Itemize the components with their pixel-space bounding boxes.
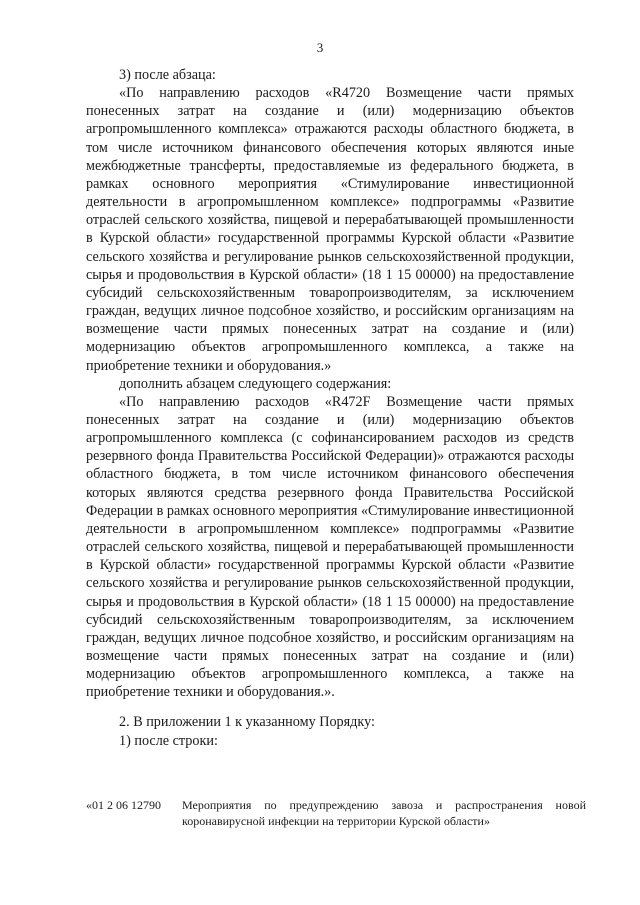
page-number: 3 xyxy=(316,40,324,55)
paragraph-r472f-quote: «По направлению расходов «R472F Возмещение части прямых понесенных затрат на создание и (или) модернизацию объектов агропромышленного комплекса (с софинансированием расходов из средств резервного фонда Правительства Российской Федерации)» отражаются расходы областного бюджета, в том числе источником финансового обеспечения которых являются средства резервного фонда Правительства Российской Федерации в рамках основного мероприятия «Стимулирование инвестиционной деятельности в агропромышленном комплексе» подпрограммы «Развитие отраслей сельского хозяйства, пищевой и перерабатывающей промышленности в Курской области» государственной программы Курской области «Развитие сельского хозяйства и регулирование рынков сельскохозяйственной продукции, сырья и продовольствия в Курской области» (18 1 15 00000) на предоставление субсидий сельскохозяйственным товаропроизводителям, за исключением граждан, ведущих личное подсобное хозяйство, и российским организациям на возмещение части прямых понесенных затрат на создание и (или) модернизацию объектов агропромышленного комплекса, а также на приобретение техники и оборудования.». xyxy=(86,393,574,701)
paragraph-gap xyxy=(86,701,574,713)
paragraph-appendix-1: 2. В приложении 1 к указанному Порядку: xyxy=(119,714,375,731)
table-row-description: Мероприятия по предупреждению завоза и распространения новой коронавирусной инфекции на территории Курской области» xyxy=(182,798,586,828)
table-row-code: «01 2 06 12790 xyxy=(86,798,161,812)
paragraph-after-row: 1) после строки: xyxy=(119,732,218,749)
paragraph-after-paragraph: 3) после абзаца: xyxy=(119,67,216,83)
table-row xyxy=(86,797,586,829)
paragraph-add-instruction: дополнить абзацем следующего содержания: xyxy=(119,375,392,392)
document-body xyxy=(86,66,574,750)
paragraph-r4720-quote: «По направлению расходов «R4720 Возмещение части прямых понесенных затрат на создание и (или) модернизацию объектов агропромышленного комплекса» отражаются расходы областного бюджета, в том числе источником финансового обеспечения которых являются иные межбюджетные трансферты, предоставляемые из федерального бюджета, в рамках основного мероприятия «Стимулирование инвестиционной деятельности в агропромышленном комплексе» подпрограммы «Развитие отраслей сельского хозяйства, пищевой и перерабатывающей промышленности в Курской области» государственной программы Курской области «Развитие сельского хозяйства и регулирование рынков сельскохозяйственной продукции, сырья и продовольствия в Курской области» (18 1 15 00000) на предоставление субсидий сельскохозяйственным товаропроизводителям, за исключением граждан, ведущих личное подсобное хозяйство, и российским организациям на возмещение части прямых понесенных затрат на создание и (или) модернизацию объектов агропромышленного комплекса, а также на приобретение техники и оборудования.» xyxy=(86,85,574,374)
